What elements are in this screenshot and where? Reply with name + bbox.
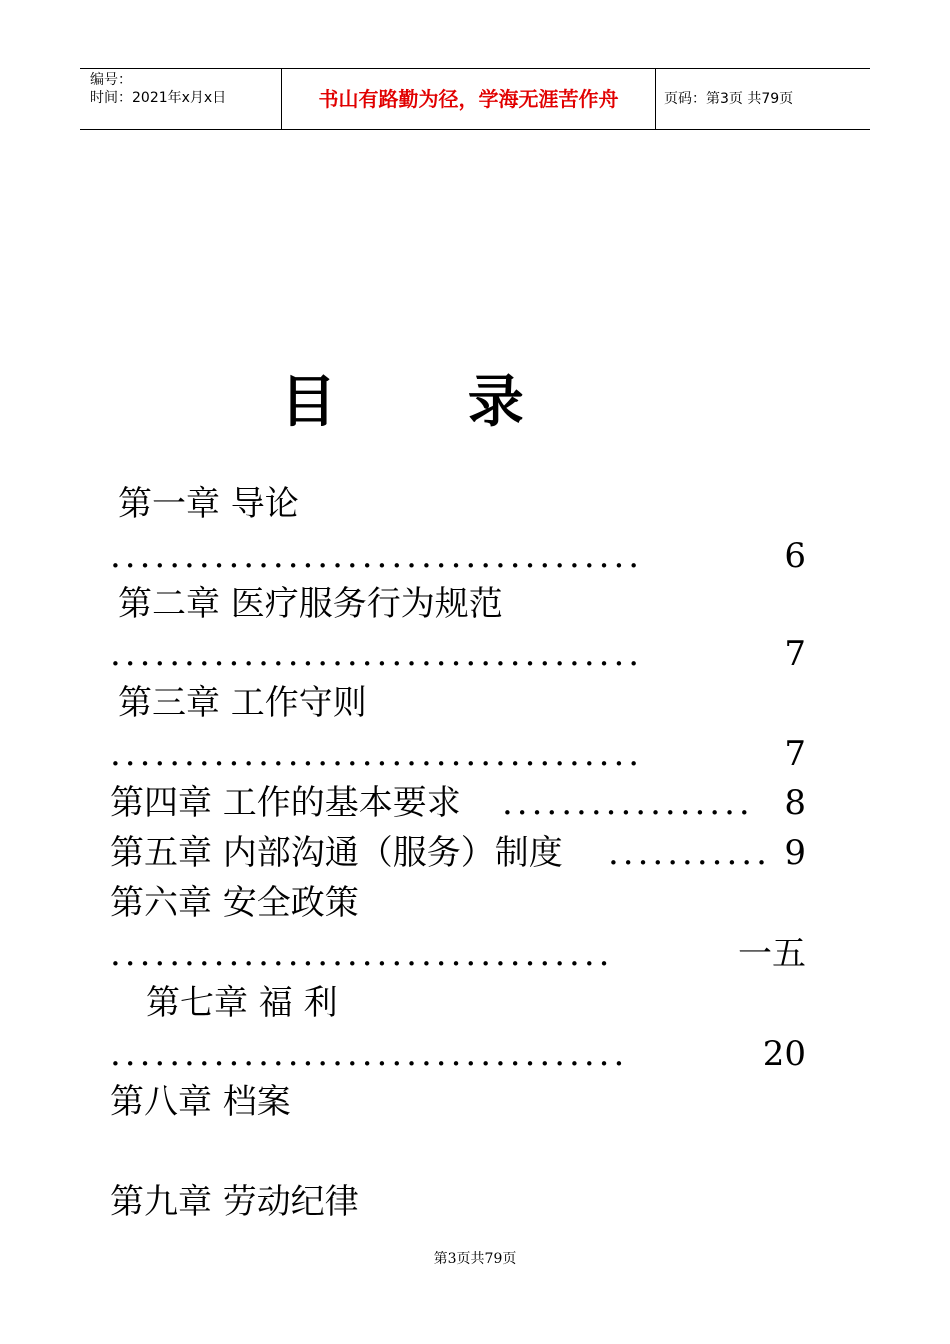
header-divider — [655, 69, 656, 129]
toc-ch1-leader — [110, 536, 806, 576]
toc-ch1-title[interactable]: 第一章 导论 — [118, 484, 299, 524]
toc-page-number: 一五 — [738, 934, 806, 974]
page-title: 目 录 — [280, 370, 580, 435]
toc-ch5-entry[interactable] — [110, 833, 806, 873]
toc-ch7-leader — [110, 1034, 806, 1074]
toc-page-number: 9 — [784, 833, 806, 873]
page-footer: 第3页共79页 — [433, 1251, 517, 1267]
page-header — [80, 68, 870, 130]
header-time-label: 时间：2021年x月x日 — [90, 90, 227, 106]
toc-page-number: 8 — [784, 783, 806, 823]
toc-page-number: 20 — [762, 1034, 806, 1074]
toc-dots: .................................... — [110, 634, 644, 674]
toc-ch4-entry[interactable] — [110, 783, 806, 823]
toc-page-number: 7 — [784, 734, 806, 774]
toc-ch3-leader — [110, 734, 806, 774]
toc-dots: .................................... — [110, 734, 644, 774]
toc-dots: .................................... — [110, 536, 644, 576]
toc-ch6-leader — [110, 934, 806, 974]
toc-dots: ................. — [502, 783, 754, 823]
toc-ch7-title[interactable]: 第七章 福 利 — [146, 983, 338, 1023]
header-motto: 书山有路勤为径，学海无涯苦作舟 — [318, 87, 619, 111]
toc-ch9-title[interactable]: 第九章 劳动纪律 — [110, 1182, 359, 1222]
header-meta — [90, 71, 280, 107]
toc-ch2-title[interactable]: 第二章 医疗服务行为规范 — [118, 584, 503, 624]
toc-ch8-title[interactable]: 第八章 档案 — [110, 1082, 291, 1122]
toc-ch3-title[interactable]: 第三章 工作守则 — [118, 683, 367, 723]
header-number-label: 编号： — [90, 72, 132, 88]
toc-ch5-title: 第五章 内部沟通（服务）制度 — [110, 833, 563, 873]
toc-ch6-title[interactable]: 第六章 安全政策 — [110, 883, 359, 923]
toc-page-number: 6 — [784, 536, 806, 576]
toc-dots: ........... — [608, 833, 771, 873]
toc-ch4-title: 第四章 工作的基本要求 — [110, 783, 461, 823]
toc-dots: .................................. — [110, 934, 614, 974]
toc-dots: ................................... — [110, 1034, 629, 1074]
toc-ch2-leader — [110, 634, 806, 674]
toc-page-number: 7 — [784, 634, 806, 674]
header-page-label: 页码：第3页 共79页 — [664, 91, 794, 107]
